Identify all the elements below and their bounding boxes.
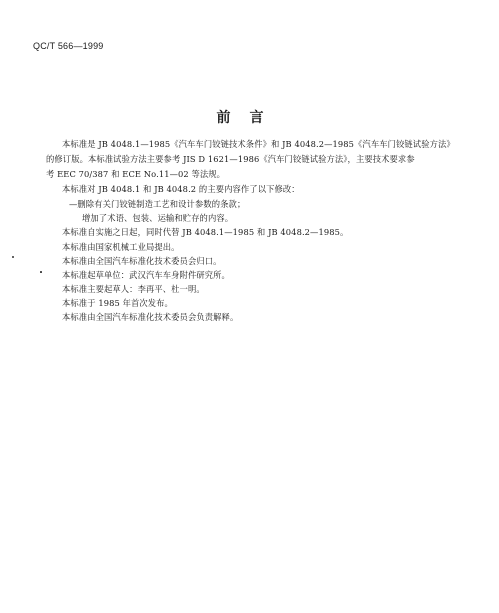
body-line: —删除有关门铰链制造工艺和设计参数的条款； [69, 199, 246, 209]
body-line: 本标准起草单位：武汉汽车车身附件研究所。 [62, 270, 230, 280]
body-line: 本标准对 JB 4048.1 和 JB 4048.2 的主要内容作了以下修改： [62, 184, 300, 194]
body-line: 本标准由全国汽车标准化技术委员会归口。 [62, 256, 222, 266]
body-line: 本标准由全国汽车标准化技术委员会负责解释。 [62, 312, 239, 322]
body-line: 本标准自实施之日起，同时代替 JB 4048.1—1985 和 JB 4048.2—1985。 [62, 227, 349, 237]
scan-speck [40, 271, 42, 273]
standard-code: QC/T 566—1999 [33, 41, 104, 51]
body-line: 本标准主要起草人：李再平、杜一明。 [62, 284, 205, 294]
page-title: 前言 [216, 110, 283, 126]
body-line: 本标准由国家机械工业局提出。 [62, 242, 180, 252]
body-line: 本标准于 1985 年首次发布。 [62, 298, 173, 308]
body-line: 本标准是 JB 4048.1—1985《汽车车门铰链技术条件》和 JB 4048.2—1985《汽车车门铰链试验方法》 [62, 139, 455, 149]
body-line: 增加了术语、包装、运输和贮存的内容。 [82, 213, 234, 223]
body-line: 考 EEC 70/387 和 ECE No.11—02 等法规。 [46, 169, 226, 179]
scan-speck [12, 256, 14, 258]
body-line: 的修订版。本标准试验方法主要参考 JIS D 1621—1986《汽车门铰链试验方法》，主要技术要求参 [46, 154, 415, 164]
